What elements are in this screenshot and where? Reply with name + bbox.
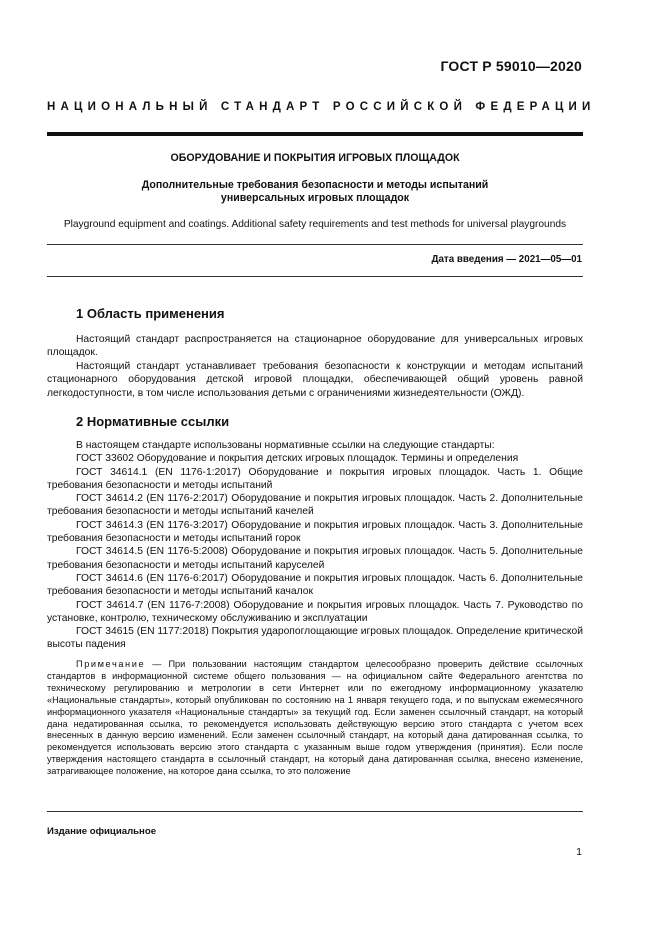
reference-item: ГОСТ 34615 (EN 1177:2018) Покрытия ударопоглощающие игровых площадок. Определение критической высоты падения: [47, 626, 583, 651]
section-heading-scope: 1 Область применения: [76, 306, 225, 321]
references-intro: В настоящем стандарте использованы нормативные ссылки на следующие стандарты:: [76, 440, 495, 451]
introduction-date: Дата введения — 2021—05—01: [431, 254, 582, 265]
header-rule: [47, 132, 583, 136]
reference-item: ГОСТ 34614.7 (EN 1176-7:2008) Оборудование и покрытия игровых площадок. Часть 7. Руководство по установке, контролю, техническому обслуживанию и эксплуатации: [47, 599, 583, 624]
section-heading-references: 2 Нормативные ссылки: [76, 414, 230, 429]
reference-list: [47, 439, 583, 652]
note-paragraph: [47, 659, 583, 778]
note-label: Примечание: [76, 659, 146, 669]
reference-item: ГОСТ 34614.1 (EN 1176-1:2017) Оборудование и покрытия игровых площадок. Часть 1. Общие требования безопасности и методы испытаний: [47, 466, 583, 491]
footer-rule: [47, 811, 583, 812]
reference-item: ГОСТ 34614.3 (EN 1176-3:2017) Оборудование и покрытия игровых площадок. Часть 3. Дополнительные требования безопасности и методы испытаний горок: [47, 519, 583, 545]
paragraph: Настоящий стандарт устанавливает требования безопасности к конструкции и методам испытаний стационарного оборудования детской игровой площадки, обеспечивающей общий уровень равной легкодоступности, в том числе использования детьми с ограничениями жизнедеятельности (ОЖД).: [47, 361, 583, 399]
title-divider-top: [47, 244, 583, 245]
standard-title: НАЦИОНАЛЬНЫЙ СТАНДАРТ РОССИЙСКОЙ ФЕДЕРАЦИИ: [47, 101, 596, 113]
page-number: 1: [576, 846, 582, 858]
reference-item: ГОСТ 33602 Оборудование и покрытия детских игровых площадок. Термины и определения: [76, 453, 519, 465]
document-code: ГОСТ Р 59010—2020: [440, 58, 582, 74]
edition-label: Издание официальное: [47, 826, 157, 837]
paragraph: Настоящий стандарт распространяется на стационарное оборудование для универсальных игровых площадок.: [47, 334, 583, 359]
reference-item: ГОСТ 34614.2 (EN 1176-2:2017) Оборудование и покрытия игровых площадок. Часть 2. Дополнительные требования безопасности и методы испытаний качелей: [47, 493, 583, 518]
reference-item: ГОСТ 34614.5 (EN 1176-5:2008) Оборудование и покрытия игровых площадок. Часть 5. Дополнительные требования безопасности и методы испытаний каруселей: [47, 546, 583, 571]
note-text: — При пользовании настоящим стандартом целесообразно проверить действие ссылочных стандартов в информационной системе общего пользования — на официальном сайте Федерального агентства по техническому регулированию и метрологии в сети Интернет или по ежегодному информационному указателю «Национальные стандарты», который опубликован по состоянию на 1 января текущего года, и по выпускам ежемесячного информационного указателя «Национальные стандарты» за текущий год. Если заменен ссылочный стандарт, на который дана недатированная ссылка, то рекомендуется использовать действующую версию этого стандарта с учетом всех внесенных в данную версию изменений. Если заменен ссылочный стандарт, на который дана датированная ссылка, то рекомендуется использовать версию этого стандарта с указанным выше годом утверждения (принятия). Если после утверждения настоящего стандарта в ссылочный стандарт, на который дана датированная ссылка, внесено изменение, затрагивающее положение, на которое дана ссылка, то это положение: [47, 659, 583, 777]
document-title: ОБОРУДОВАНИЕ И ПОКРЫТИЯ ИГРОВЫХ ПЛОЩАДОК: [170, 152, 460, 164]
document-subtitle: Дополнительные требования безопасности и методы испытаний универсальных игровых площадок: [141, 179, 489, 204]
title-divider-bottom: [47, 276, 583, 277]
reference-item: ГОСТ 34614.6 (EN 1176-6:2017) Оборудование и покрытия игровых площадок. Часть 6. Дополнительные требования безопасности и методы испытаний качалок: [47, 572, 583, 598]
english-title: Playground equipment and coatings. Additional safety requirements and test methods for universal playgrounds: [63, 219, 567, 230]
